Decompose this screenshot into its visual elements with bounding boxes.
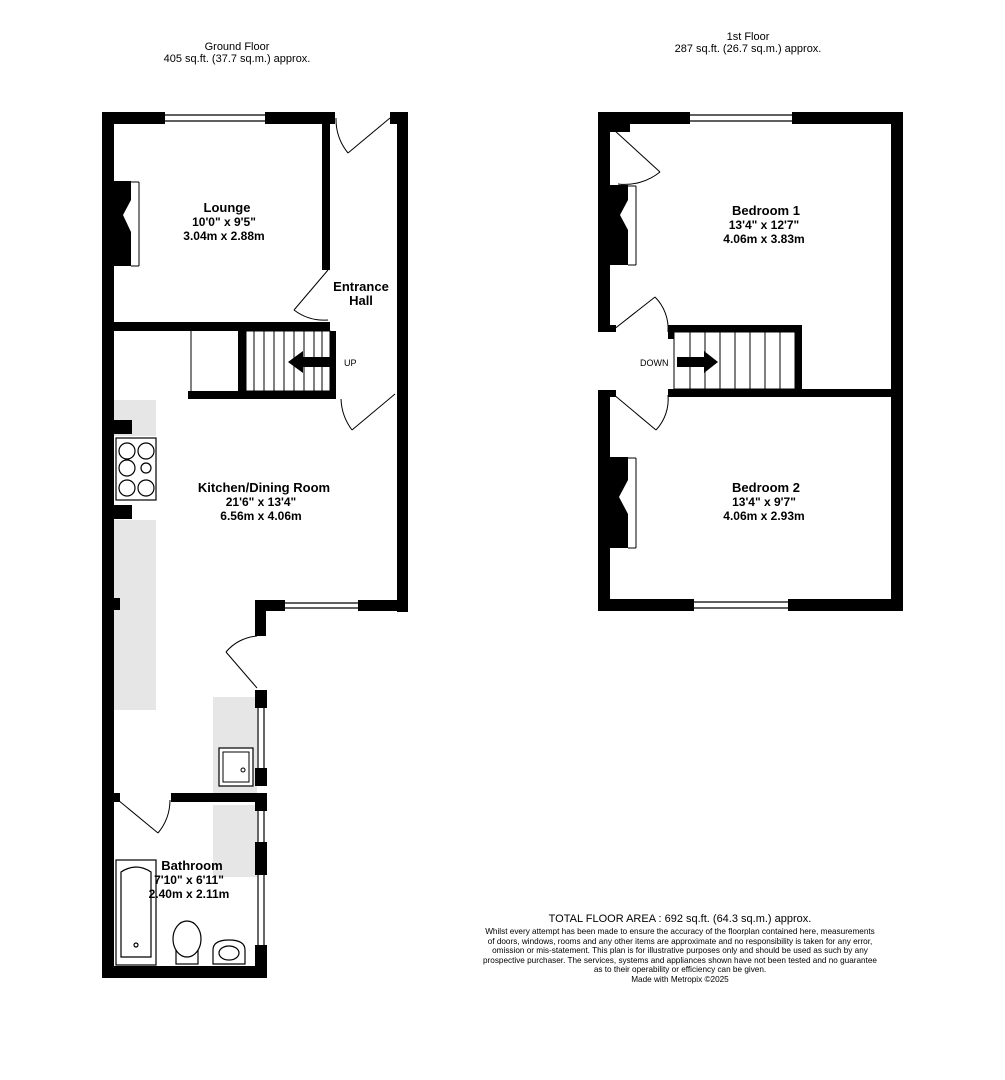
bath-icon [116, 860, 156, 965]
lounge-name: Lounge [203, 200, 251, 215]
entrance-hall-label [333, 279, 389, 308]
kitchen-dining-imperial: 21'6" x 13'4" [225, 495, 297, 509]
bedroom1-fireplace [610, 185, 636, 265]
ground-floor-area: 405 sq.ft. (37.7 sq.m.) approx. [163, 53, 311, 65]
bedroom2-metric: 4.06m x 2.93m [723, 509, 805, 523]
ground-floor-plan [102, 112, 408, 978]
disclaimer-line: as to their operability or efficiency can be given. [593, 965, 767, 974]
stairs-up-label: UP [344, 358, 357, 368]
kitchen-dining-name: Kitchen/Dining Room [197, 480, 331, 495]
bedroom2-label [723, 480, 804, 523]
bedroom2-name: Bedroom 2 [732, 480, 800, 495]
lounge-metric: 3.04m x 2.88m [183, 229, 265, 243]
entrance-hall-name-2: Hall [349, 293, 373, 308]
disclaimer-line: prospective purchaser. The services, systems and appliances shown have not been tested and no guarantee [482, 955, 877, 965]
disclaimer [455, 927, 905, 984]
bedroom2-imperial: 13'4" x 9'7" [732, 495, 796, 509]
hob-icon [116, 438, 156, 500]
bedroom1-imperial: 13'4" x 12'7" [728, 218, 800, 232]
disclaimer-line: omission or mis-statement. This plan is for illustrative purposes only and should be used as such by any [492, 946, 868, 955]
ground-floor-title: Ground Floor [204, 41, 270, 53]
bedroom1-label [723, 203, 804, 246]
disclaimer-line: of doors, windows, rooms and any other items are approximate and no responsibility is taken for any error, [487, 936, 873, 946]
first-floor-area: 287 sq.ft. (26.7 sq.m.) approx. [674, 43, 822, 55]
bathroom-metric: 2.40m x 2.11m [148, 887, 230, 901]
toilet-icon [173, 921, 201, 964]
kitchen-dining-metric: 6.56m x 4.06m [220, 509, 302, 523]
credit: Made with Metropix ©2025 [631, 974, 729, 984]
bedroom1-name: Bedroom 1 [732, 203, 800, 218]
bathroom-imperial: 7'10" x 6'11" [154, 873, 224, 887]
disclaimer-line: Whilst every attempt has been made to ensure the accuracy of the floorplan contained here, measurements [485, 927, 875, 936]
first-floor-doors [613, 130, 668, 430]
kitchen-dining-label [198, 480, 330, 523]
bathroom-label [149, 858, 230, 901]
bedroom2-fireplace [610, 457, 636, 548]
kitchen-sink-icon [219, 748, 253, 786]
first-floor-plan [598, 112, 903, 611]
stairs-down-label: DOWN [640, 358, 669, 368]
lounge-fireplace [114, 181, 139, 266]
entrance-hall-name-1: Entrance [333, 279, 389, 294]
first-floor-title: 1st Floor [726, 31, 770, 43]
total-floor-area: TOTAL FLOOR AREA : 692 sq.ft. (64.3 sq.m.) approx. [548, 913, 812, 925]
basin-icon [213, 940, 245, 964]
lounge-label [183, 200, 264, 243]
bedroom1-metric: 4.06m x 3.83m [723, 232, 805, 246]
lounge-imperial: 10'0" x 9'5" [192, 215, 256, 229]
stairs-down-arrow-icon [677, 351, 718, 373]
floorplan-footer [455, 912, 905, 984]
bathroom-name: Bathroom [161, 858, 223, 873]
